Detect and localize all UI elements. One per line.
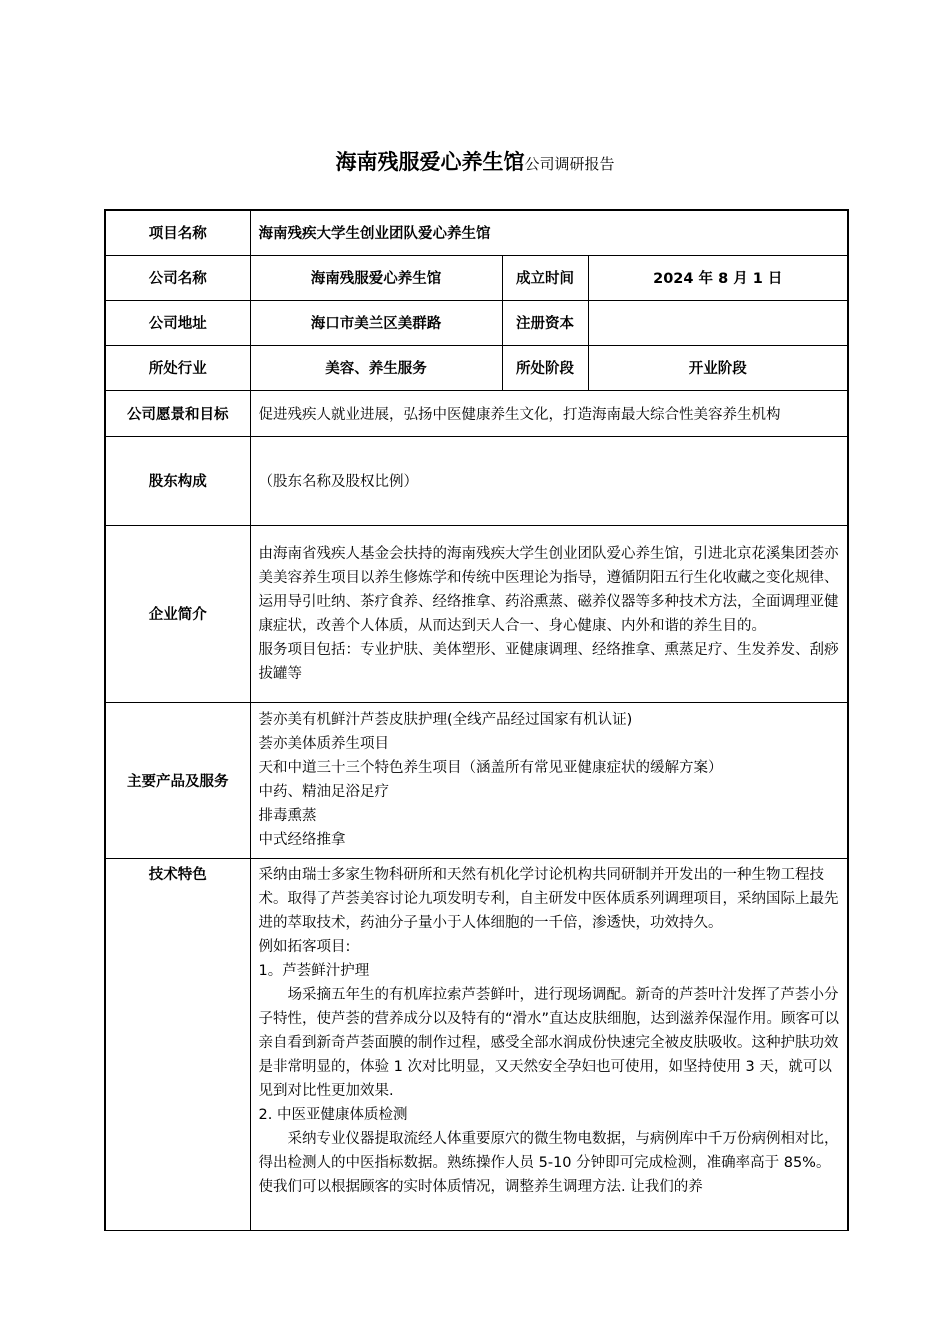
founded-value: 2024 年 8 月 1 日: [588, 255, 848, 300]
company-name-label: 公司名称: [105, 255, 250, 300]
row-products: [105, 702, 848, 858]
shareholders-value: （股东名称及股权比例）: [250, 436, 848, 525]
row-industry: [105, 345, 848, 390]
address-label: 公司地址: [105, 300, 250, 345]
products-label: 主要产品及服务: [105, 702, 250, 858]
row-intro: [105, 525, 848, 702]
row-shareholders: [105, 436, 848, 525]
report-title-main: 海南残服爱心养生馆: [335, 150, 525, 174]
product-item: 排毒熏蒸: [258, 808, 317, 824]
product-item: 荟亦美体质养生项目: [258, 736, 389, 752]
capital-value: [588, 300, 848, 345]
tech-item-heading: 2. 中医亚健康体质检测: [258, 1106, 408, 1123]
product-item: 荟亦美有机鲜汁芦荟皮肤护理(全线产品经过国家有机认证): [258, 712, 633, 728]
report-title: [0, 146, 950, 176]
tech-label: 技术特色: [105, 858, 250, 1230]
report-table: [104, 209, 849, 1231]
row-company: [105, 255, 848, 300]
product-item: 中式经络推拿: [258, 832, 346, 848]
stage-label: 所处阶段: [502, 345, 588, 390]
address-value: 海口市美兰区美群路: [250, 300, 502, 345]
shareholders-label: 股东构成: [105, 436, 250, 525]
tech-paragraph: 采纳由瑞士多家生物科研所和天然有机化学讨论机构共同研制并开发出的一种生物工程技术。取得了芦荟美容讨论九项发明专利，自主研发中医体质系列调理项目，采纳国际上最先进的萃取技术，药油分子量小于人体细胞的一千倍，渗透快，功效持久。: [258, 866, 839, 931]
capital-label: 注册资本: [502, 300, 588, 345]
product-item: 中药、精油足浴足疗: [258, 784, 389, 800]
industry-value: 美容、养生服务: [250, 345, 502, 390]
tech-example-heading: 例如拓客项目:: [258, 938, 351, 955]
products-list: [250, 702, 848, 858]
industry-label: 所处行业: [105, 345, 250, 390]
vision-value: 促进残疾人就业进展，弘扬中医健康养生文化，打造海南最大综合性美容养生机构: [250, 390, 848, 436]
row-vision: [105, 390, 848, 436]
tech-item-heading: 1。芦荟鲜汁护理: [258, 962, 370, 979]
intro-paragraph: 由海南省残疾人基金会扶持的海南残疾大学生创业团队爱心养生馆，引进北京花溪集团荟亦美美容养生项目以养生修炼学和传统中医理论为指导，遵循阴阳五行生化收藏之变化规律、运用导引吐纳、茶疗食养、经络推拿、药浴熏蒸、磁养仪器等多种技术方法，全面调理亚健康症状，改善个人体质，从而达到天人合一、身心健康、内外和谐的养生目的。: [258, 545, 839, 634]
tech-text: [250, 858, 848, 1230]
row-address: [105, 300, 848, 345]
intro-text: [250, 525, 848, 702]
vision-label: 公司愿景和目标: [105, 390, 250, 436]
row-project: [105, 210, 848, 255]
company-name-value: 海南残服爱心养生馆: [250, 255, 502, 300]
project-name-value: 海南残疾大学生创业团队爱心养生馆: [250, 210, 848, 255]
founded-label: 成立时间: [502, 255, 588, 300]
stage-value: 开业阶段: [588, 345, 848, 390]
intro-services: 服务项目包括：专业护肤、美体塑形、亚健康调理、经络推拿、熏蒸足疗、生发养发、刮痧拔罐等: [258, 641, 839, 682]
report-title-sub: 公司调研报告: [524, 155, 615, 173]
row-tech: [105, 858, 848, 1230]
project-name-label: 项目名称: [105, 210, 250, 255]
intro-label: 企业简介: [105, 525, 250, 702]
tech-paragraph: 场采摘五年生的有机库拉索芦荟鲜叶，进行现场调配。新奇的芦荟叶汁发挥了芦荟小分子特性，使芦荟的营养成分以及特有的“滑水”直达皮肤细胞，达到滋养保湿作用。顾客可以亲自看到新奇芦荟面膜的制作过程，感受全部水润成份快速完全被皮肤吸收。这种护肤功效是非常明显的，体验 1 次对比明显，又天然安全孕妇也可使用，如坚持使用 3 天，就可以见到对比性更加效果.: [258, 986, 840, 1099]
tech-paragraph: 采纳专业仪器提取流经人体重要原穴的微生物电数据，与病例库中千万份病例相对比，得出检测人的中医指标数据。熟练操作人员 5-10 分钟即可完成检测，准确率高于 85%。使我们可以根据顾客的实时体质情况，调整养生调理方法. 让我们的养: [258, 1130, 839, 1195]
product-item: 天和中道三十三个特色养生项目（涵盖所有常见亚健康症状的缓解方案）: [258, 760, 723, 776]
